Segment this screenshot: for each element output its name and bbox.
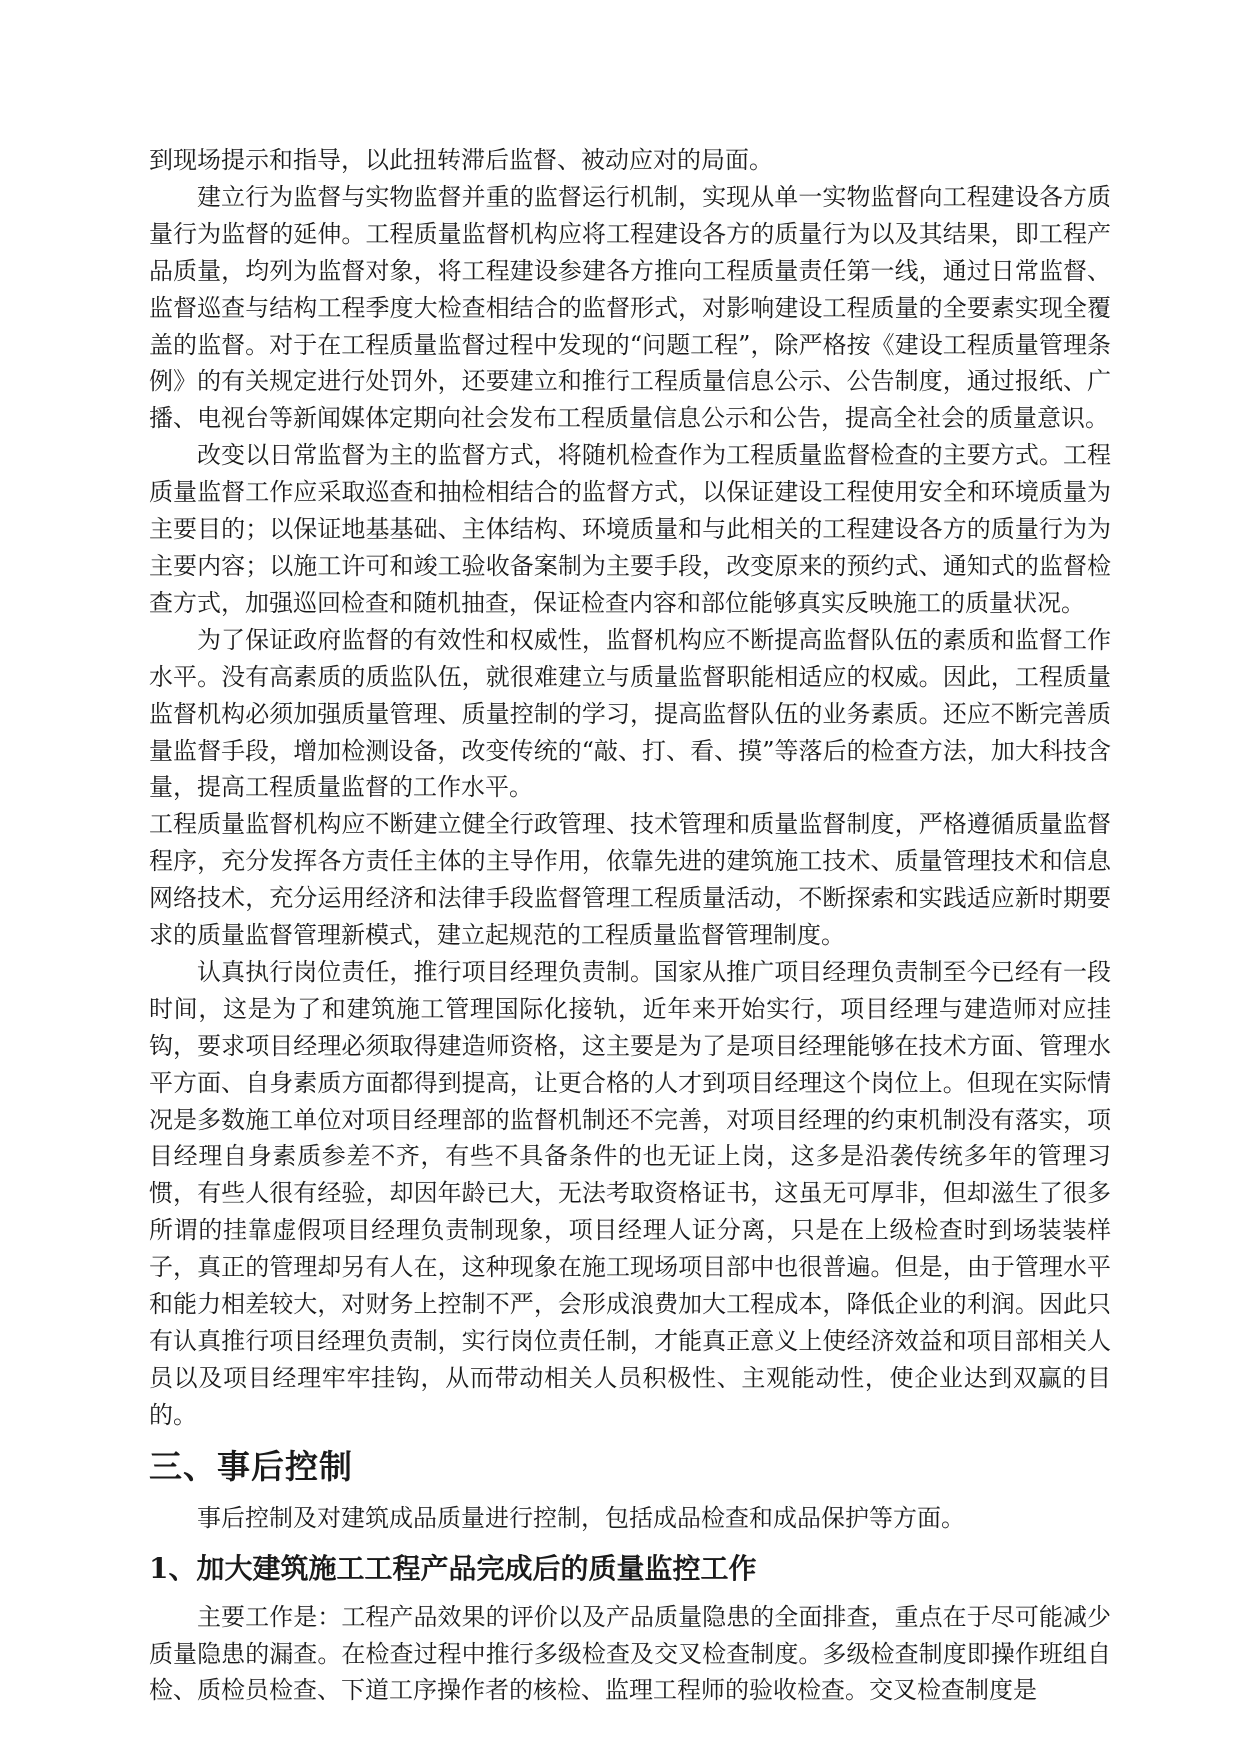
paragraph-behavior-supervision: 建立行为监督与实物监督并重的监督运行机制，实现从单一实物监督向工程建设各方质量行为监督的延伸。工程质量监督机构应将工程建设各方的质量行为以及其结果，即工程产品质量，均列为监督对象，将工程建设参建各方推向工程质量责任第一线，通过日常监督、监督巡查与结构工程季度大检查相结合的监督形式，对影响建设工程质量的全要素实现全覆盖的监督。对于在工程质量监督过程中发现的“问题工程”，除严格按《建设工程质量管理条例》的有关规定进行处罚外，还要建立和推行工程质量信息公示、公告制度，通过报纸、广播、电视台等新闻媒体定期向社会发布工程质量信息公示和公告，提高全社会的质量意识。 bbox=[149, 182, 1111, 433]
document-page bbox=[149, 142, 1111, 1709]
paragraph-project-manager-responsibility: 认真执行岗位责任，推行项目经理负责制。国家从推广项目经理负责制至今已经有一段时间，这是为了和建筑施工管理国际化接轨，近年来开始实行，项目经理与建造师对应挂钩，要求项目经理必须取得建造师资格，这主要是为了是项目经理能够在技术方面、管理水平方面、自身素质方面都得到提高，让更合格的人才到项目经理这个岗位上。但现在实际情况是多数施工单位对项目经理部的监督机制还不完善，对项目经理的约束机制没有落实，项目经理自身素质参差不齐，有些不具备条件的也无证上岗，这多是沿袭传统多年的管理习惯，有些人很有经验，却因年龄已大，无法考取资格证书，这虽无可厚非，但却滋生了很多所谓的挂靠虚假项目经理负责制现象，项目经理人证分离，只是在上级检查时到场装装样子，真正的管理却另有人在，这种现象在施工现场项目部中也很普遍。但是，由于管理水平和能力相差较大，对财务上控制不严，会形成浪费加大工程成本，降低企业的利润。因此只有认真推行项目经理负责制，实行岗位责任制，才能真正意义上使经济效益和项目部相关人员以及项目经理牢牢挂钩，从而带动相关人员积极性、主观能动性，使企业达到双赢的目的。 bbox=[149, 957, 1111, 1429]
paragraph-management-system: 工程质量监督机构应不断建立健全行政管理、技术管理和质量监督制度，严格遵循质量监督程序，充分发挥各方责任主体的主导作用，依靠先进的建筑施工技术、质量管理技术和信息网络技术，充分运用经济和法律手段监督管理工程质量活动，不断探索和实践适应新时期要求的质量监督管理新模式，建立起规范的工程质量监督管理制度。 bbox=[149, 810, 1111, 950]
paragraph-supervision-effectiveness: 为了保证政府监督的有效性和权威性，监督机构应不断提高监督队伍的素质和监督工作水平。没有高素质的质监队伍，就很难建立与质量监督职能相适应的权威。因此，工程质量监督机构必须加强质量管理、质量控制的学习，提高监督队伍的业务素质。还应不断完善质量监督手段，增加检测设备，改变传统的“敲、打、看、摸”等落后的检查方法，加大科技含量，提高工程质量监督的工作水平。 bbox=[149, 625, 1111, 802]
section-heading-post-control: 三、事后控制 bbox=[149, 1446, 353, 1486]
section-intro-post-control: 事后控制及对建筑成品质量进行控制，包括成品检查和成品保护等方面。 bbox=[197, 1503, 965, 1532]
paragraph-random-inspection: 改变以日常监督为主的监督方式，将随机检查作为工程质量监督检查的主要方式。工程质量监督工作应采取巡查和抽检相结合的监督方式，以保证建设工程使用安全和环境质量为主要目的；以保证地基基础、主体结构、环境质量和与此相关的工程建设各方的质量行为为主要内容；以施工许可和竣工验收备案制为主要手段，改变原来的预约式、通知式的监督检查方式，加强巡回检查和随机抽查，保证检查内容和部位能够真实反映施工的质量状况。 bbox=[149, 441, 1111, 617]
paragraph-continuation: 到现场提示和指导，以此扭转滞后监督、被动应对的局面。 bbox=[149, 146, 773, 174]
subsection-heading-quality-monitoring: 1、加大建筑施工工程产品完成后的质量监控工作 bbox=[149, 1551, 757, 1585]
paragraph-main-work: 主要工作是：工程产品效果的评价以及产品质量隐患的全面排查，重点在于尽可能减少质量隐患的漏查。在检查过程中推行多级检查及交叉检查制度。多级检查制度即操作班组自检、质检员检查、下道工序操作者的核检、监理工程师的验收检查。交叉检查制度是 bbox=[149, 1602, 1111, 1705]
